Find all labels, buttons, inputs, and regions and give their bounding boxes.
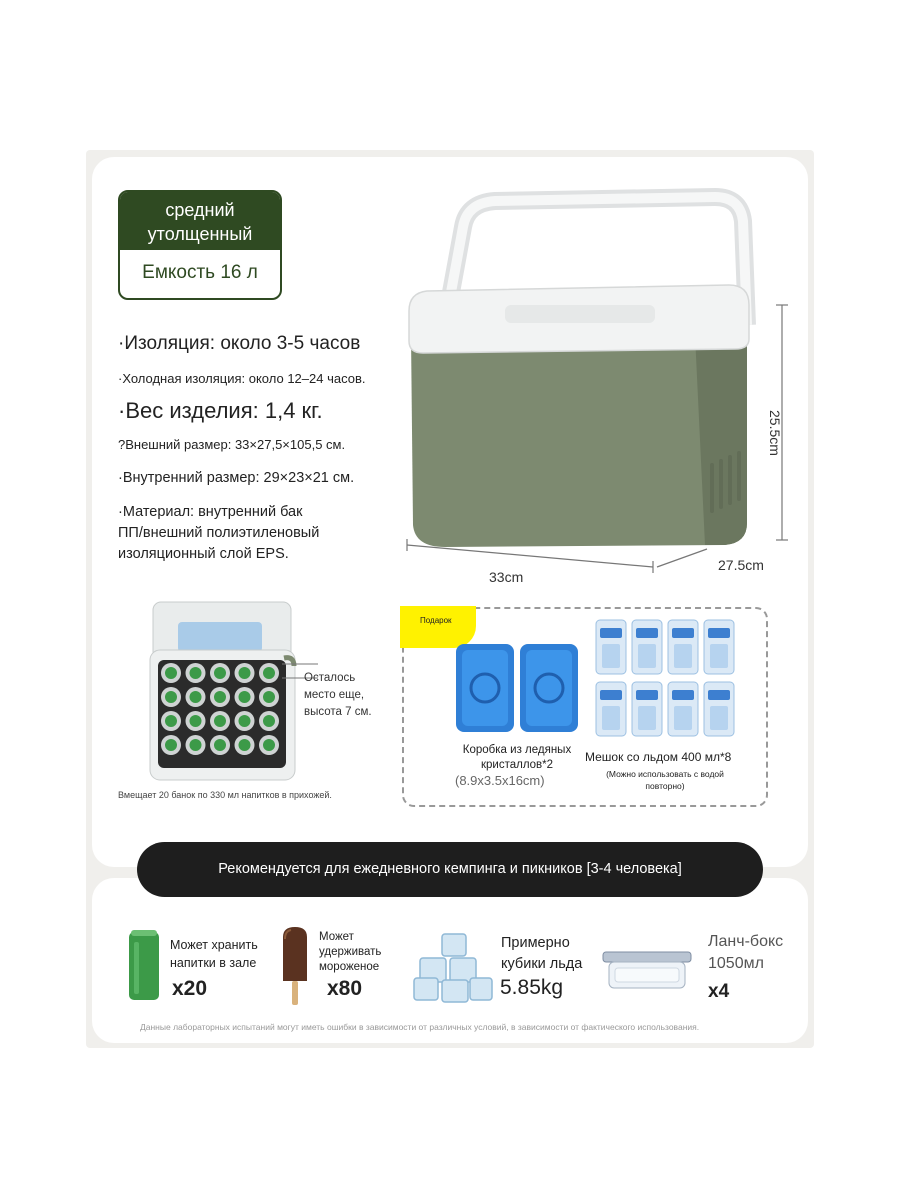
spec-outer-size: ?Внешний размер: 33×27,5×105,5 см. — [118, 437, 346, 452]
can — [235, 735, 255, 755]
badge-line-2: утолщенный — [147, 224, 253, 244]
feature-ice-line-1: Примерно — [501, 935, 570, 951]
ice-bag — [596, 682, 626, 736]
can — [186, 711, 206, 731]
feature-icecream-label — [319, 930, 381, 975]
can — [235, 687, 255, 707]
can — [259, 735, 279, 755]
feature-lunchbox-label — [708, 931, 783, 975]
can — [210, 663, 230, 683]
ice-bag — [704, 620, 734, 674]
ice-bag — [668, 620, 698, 674]
spec-material-line-1: ·Материал: внутренний бак — [118, 504, 303, 520]
feature-icecream-line-1: Может — [319, 931, 354, 943]
can — [161, 687, 181, 707]
feature-ice-weight: 5.85kg — [500, 976, 564, 999]
badge-line-1: средний — [165, 200, 235, 220]
can — [161, 735, 181, 755]
ice-bags-illustration — [594, 618, 742, 738]
can — [235, 711, 255, 731]
disclaimer: Данные лабораторных испытаний могут иметь ошибки в зависимости от различных условий, в зависимости от фактического использования. — [140, 1022, 700, 1032]
cooler-illustration — [395, 185, 815, 585]
feature-lunchbox-count: x4 — [708, 981, 730, 1002]
can — [210, 687, 230, 707]
feature-drinks-label — [170, 936, 258, 972]
ice-bag-note-line-2: повторно) — [645, 781, 685, 791]
can — [210, 711, 230, 731]
spec-insulation: ·Изоляция: около 3-5 часов — [118, 333, 361, 354]
can — [161, 663, 181, 683]
cans-capacity-note: Вмещает 20 банок по 330 мл напитков в прихожей. — [118, 790, 332, 800]
can — [186, 735, 206, 755]
ice-bag — [632, 682, 662, 736]
can — [186, 663, 206, 683]
ice-cubes-icon — [412, 932, 494, 1004]
space-note — [304, 670, 372, 721]
feature-icecream-line-3: мороженое — [319, 961, 380, 973]
ice-bag — [668, 682, 698, 736]
feature-lunchbox-line-1: Ланч-бокс — [708, 933, 784, 950]
ice-bag — [632, 620, 662, 674]
can — [235, 663, 255, 683]
space-note-line-2: место еще, — [304, 689, 365, 701]
spec-cold: ·Холодная изоляция: около 12–24 часов. — [118, 371, 366, 386]
ice-crystal-boxes-illustration — [454, 640, 584, 735]
can-icon — [127, 928, 161, 1004]
spec-material-line-3: изоляционный слой EPS. — [118, 546, 289, 562]
ice-bag — [596, 620, 626, 674]
feature-drinks-line-2: напитки в зале — [170, 956, 257, 970]
capacity-badge — [118, 190, 282, 300]
feature-ice-label — [501, 933, 582, 975]
ice-box-caption — [457, 743, 577, 773]
lunch-box-icon — [601, 950, 693, 990]
badge-capacity: Емкость 16 л — [142, 262, 258, 283]
ice-bag — [704, 682, 734, 736]
ice-bag-caption: Мешок со льдом 400 мл*8 — [585, 750, 732, 764]
gift-tag: Подарок — [400, 606, 476, 648]
feature-ice-line-2: кубики льда — [501, 956, 583, 972]
feature-drinks-count: x20 — [172, 977, 208, 1000]
feature-icecream-line-2: удерживать — [319, 946, 382, 958]
spec-material-line-2: ПП/внешний полиэтиленовый — [118, 525, 320, 541]
feature-drinks-line-1: Может хранить — [170, 938, 258, 952]
space-note-line-1: Осталось — [304, 672, 356, 684]
can — [259, 663, 279, 683]
ice-box-caption-line-2: кристаллов*2 — [480, 759, 554, 771]
ice-bag-note — [585, 768, 745, 792]
feature-icecream-count: x80 — [327, 977, 363, 1000]
ice-box-size: (8.9x3.5x16cm) — [455, 773, 545, 788]
spec-weight: ·Вес изделия: 1,4 кг. — [118, 398, 323, 423]
dimension-width: 33cm — [489, 569, 524, 585]
can — [259, 711, 279, 731]
ice-cream-icon — [281, 925, 309, 1007]
can — [259, 687, 279, 707]
ice-box-caption-line-1: Коробка из ледяных — [462, 744, 572, 756]
dimension-depth: 27.5cm — [718, 557, 764, 573]
cooler-interior-illustration — [148, 600, 318, 785]
feature-lunchbox-line-2: 1050мл — [708, 955, 764, 972]
spec-material — [118, 502, 319, 565]
dimension-height: 25.5cm — [767, 410, 783, 456]
space-note-line-3: высота 7 см. — [304, 706, 372, 718]
ice-bag-note-line-1: (Можно использовать с водой — [606, 769, 724, 779]
can — [186, 687, 206, 707]
can — [210, 735, 230, 755]
spec-inner-size: ·Внутренний размер: 29×23×21 см. — [118, 470, 355, 486]
recommendation-banner: Рекомендуется для ежедневного кемпинга и пикников [3-4 человека] — [137, 842, 763, 897]
badge-header — [120, 192, 280, 250]
can — [161, 711, 181, 731]
